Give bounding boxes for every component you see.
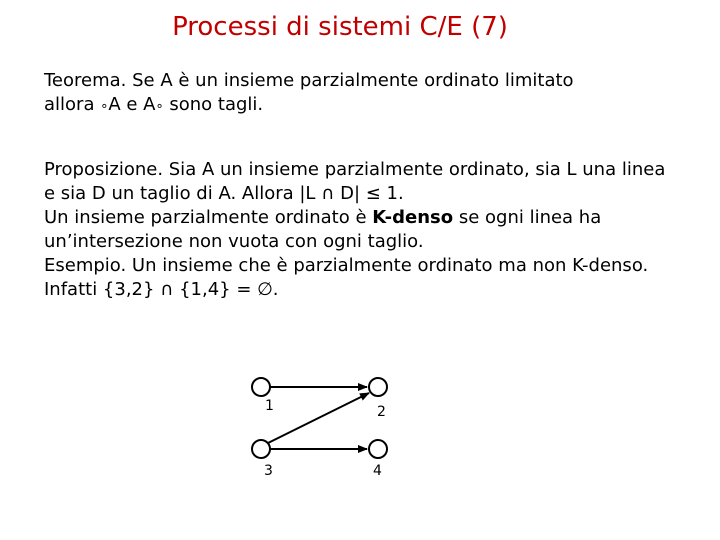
definition-line-end: se ogni linea ha	[453, 207, 602, 228]
node-4-label: 4	[373, 463, 382, 479]
definition-line-2: un’intersezione non vuota con ogni taglio.	[44, 231, 424, 252]
example-line: Esempio. Un insieme che è parzialmente ordinato ma non K-denso.	[44, 255, 649, 276]
theorem-line-2-end: sono tagli.	[163, 94, 264, 115]
theorem-line-1: Teorema. Se A è un insieme parzialmente ordinato limitato	[44, 70, 574, 91]
slide-title: Processi di sistemi C/E (7)	[172, 12, 508, 42]
node-2	[369, 378, 387, 396]
edge-3-to-2	[268, 393, 369, 443]
theorem-line-2-mid: A e A	[108, 94, 156, 115]
definition-line-start: Un insieme parzialmente ordinato è	[44, 207, 373, 228]
example-proof-line: Infatti {3,2} ∩ {1,4} = ∅.	[44, 279, 279, 300]
node-2-label: 2	[377, 404, 386, 420]
k-denso-term: K-denso	[372, 207, 454, 228]
node-3-label: 3	[264, 463, 273, 479]
node-4	[369, 440, 387, 458]
post-set-small-circle: ∘	[155, 99, 164, 114]
node-3	[252, 440, 270, 458]
proposition-line-1: Proposizione. Sia A un insieme parzialmente ordinato, sia L una linea	[44, 159, 666, 180]
pre-set-small-circle: ∘	[100, 99, 109, 114]
theorem-line-2-start: allora	[44, 94, 101, 115]
proposition-line-2: e sia D un taglio di A. Allora |L ∩ D| ≤ 1.	[44, 183, 404, 204]
node-1-label: 1	[265, 398, 274, 414]
node-1	[252, 378, 270, 396]
